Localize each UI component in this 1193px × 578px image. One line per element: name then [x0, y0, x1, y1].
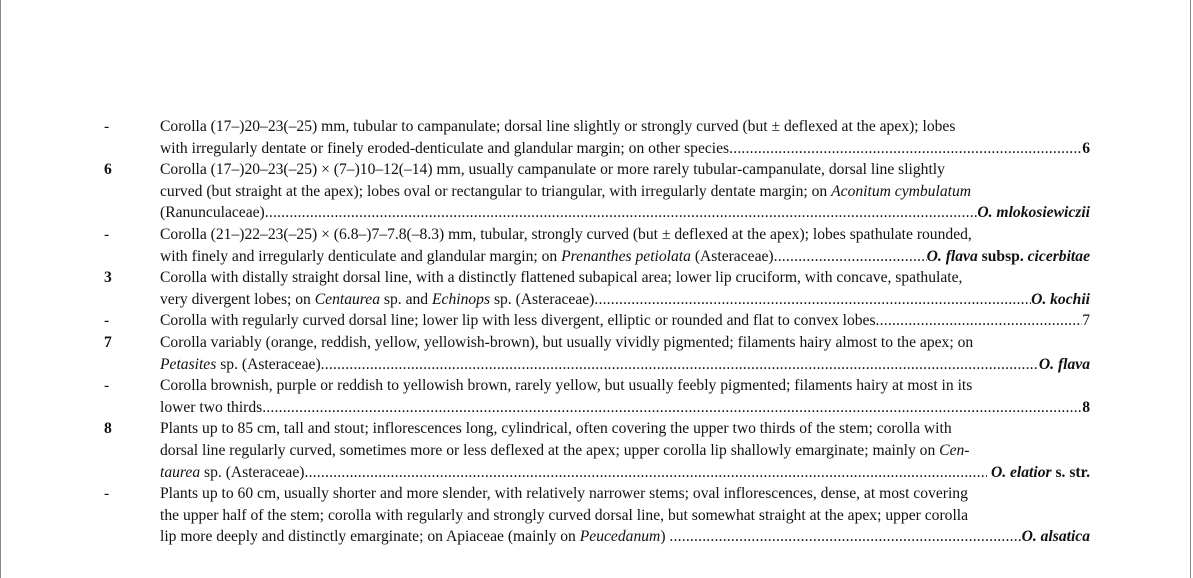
host-taxon: Centaurea — [314, 290, 381, 308]
lead-infraspecific-name: cicerbitae — [1027, 247, 1090, 265]
lead-taxon-name: O. flava — [926, 247, 978, 265]
host-taxon: Prenanthes petiolata — [561, 247, 691, 265]
text-run: curved (but straight at the apex); lobes oval or rectangular to triangular, with irregularly dentate margin; on — [160, 182, 832, 200]
key-couplet — [0, 483, 1193, 548]
couplet-last-line — [160, 526, 1090, 548]
leader-dots — [876, 310, 1083, 332]
couplet-last-line — [160, 462, 1090, 484]
couplet-line — [160, 289, 594, 311]
host-taxon: Aconitum cymbulatum — [831, 182, 972, 200]
couplet-number: - — [104, 377, 110, 395]
leader-dots — [729, 138, 1082, 160]
identification-key — [0, 116, 1193, 548]
couplet-text — [160, 418, 1090, 483]
couplet-text — [160, 375, 1090, 418]
couplet-line: Corolla (21–)22–23(–25) × (6.8–)7–7.8(–8.3) mm, tubular, strongly curved (but ± deflexed at the apex); lobes spathulate rounded, — [160, 225, 972, 243]
couplet-number: 8 — [104, 420, 112, 438]
couplet-text — [160, 483, 1090, 548]
host-taxon: Echinops — [432, 290, 491, 308]
text-run: very divergent lobes; on — [160, 290, 315, 308]
couplet-number: 3 — [104, 269, 112, 287]
leader-dots — [265, 202, 978, 224]
couplet-line — [160, 354, 321, 376]
host-taxon: Petasites — [160, 355, 217, 373]
key-couplet — [0, 375, 1193, 418]
couplet-number: 6 — [104, 161, 112, 179]
leader-dots — [774, 246, 927, 268]
text-run: (Asteraceae) — [690, 247, 774, 265]
couplet-line: Corolla with regularly curved dorsal line; lower lip with less divergent, elliptic or rounded and flat to convex lobes — [160, 312, 876, 330]
couplet-line: Corolla variably (orange, reddish, yellow, yellowish-brown), but usually vividly pigmented; filaments hairy almost to the apex; on — [160, 333, 974, 351]
key-couplet — [0, 332, 1193, 375]
couplet-line: lower two thirds — [160, 398, 263, 416]
couplet-number: - — [104, 312, 110, 330]
lead-taxon: O. alsatica — [1021, 528, 1090, 546]
key-couplet — [0, 116, 1193, 159]
couplet-line: Corolla (17–)20–23(–25) × (7–)10–12(–14) mm, usually campanulate or more rarely tubular-campanulate, dorsal line slightly — [160, 161, 945, 179]
key-couplet — [0, 159, 1193, 224]
couplet-line — [160, 440, 1090, 462]
text-run: with finely and irregularly denticulate and glandular margin; on — [160, 247, 562, 265]
couplet-text — [160, 267, 1090, 310]
couplet-text — [160, 332, 1090, 375]
couplet-text — [160, 159, 1090, 224]
text-run: sp. (Asteraceae) — [216, 355, 321, 373]
lead-taxon: O. mlokosiewiczii — [977, 204, 1090, 222]
text-run: sp. (Asteraceae) — [200, 463, 305, 481]
lead-rank: subsp. — [977, 247, 1028, 265]
key-couplet — [0, 224, 1193, 267]
couplet-last-line — [160, 289, 1090, 311]
lead-taxon — [927, 246, 1090, 268]
couplet-line: (Ranunculaceae) — [160, 204, 265, 222]
couplet-line: the upper half of the stem; corolla with regularly and strongly curved dorsal line, but somewhat straight at the apex; upper corolla — [160, 506, 969, 524]
couplet-line — [160, 526, 669, 548]
couplet-line: Corolla brownish, purple or reddish to yellowish brown, rarely yellow, but usually feebly pigmented; filaments hairy at most in its — [160, 377, 973, 395]
couplet-text — [160, 310, 1090, 332]
couplet-last-line — [160, 354, 1090, 376]
couplet-number: - — [104, 118, 110, 135]
text-run: sp. and — [380, 290, 432, 308]
couplet-text — [160, 116, 1090, 159]
couplet-line — [160, 246, 774, 268]
leader-dots — [594, 289, 1031, 311]
leader-dots — [669, 526, 1021, 548]
key-couplet — [0, 418, 1193, 483]
text-run: dorsal line regularly curved, sometimes more or less deflexed at the apex; upper corolla lip shallowly emarginate; mainly on — [160, 441, 940, 459]
couplet-line: Plants up to 85 cm, tall and stout; inflorescences long, cylindrical, often covering the upper two thirds of the stem; corolla with — [160, 420, 952, 438]
lead-to-number: 8 — [1082, 398, 1090, 416]
host-taxon: Cen- — [939, 441, 970, 459]
key-couplet — [0, 267, 1193, 310]
couplet-last-line — [160, 310, 1090, 332]
couplet-last-line — [160, 397, 1090, 419]
text-run: sp. (Asteraceae) — [490, 290, 595, 308]
couplet-number: - — [104, 485, 110, 503]
couplet-text — [160, 224, 1090, 267]
couplet-line: with irregularly dentate or finely eroded-denticulate and glandular margin; on other species — [160, 139, 730, 157]
couplet-number: - — [104, 225, 110, 243]
leader-dots — [262, 397, 1082, 419]
couplet-last-line — [160, 246, 1090, 268]
couplet-last-line — [160, 202, 1090, 224]
couplet-line — [160, 181, 1090, 203]
couplet-line: Corolla with distally straight dorsal line, with a distinctly flattened subapical area; lower lip cruciform, with concave, spathulate, — [160, 269, 963, 287]
lead-taxon: O. kochii — [1031, 290, 1090, 308]
key-couplet — [0, 310, 1193, 332]
leader-dots — [304, 462, 987, 484]
lead-to-number: 6 — [1082, 139, 1090, 157]
lead-taxon: O. flava — [1038, 355, 1090, 373]
lead-rank: s. str. — [1051, 463, 1090, 481]
host-taxon: Peucedanum — [579, 528, 661, 546]
lead-taxon — [987, 462, 1090, 484]
text-run: ) — [660, 528, 666, 546]
lead-to-number: 7 — [1082, 312, 1090, 330]
lead-taxon-name: O. elatior — [990, 463, 1052, 481]
couplet-line: Plants up to 60 cm, usually shorter and more slender, with relatively narrower stems; oval inflorescences, dense, at most covering — [160, 485, 968, 503]
leader-dots — [321, 354, 1039, 376]
couplet-line: Corolla (17–)20–23(–25) mm, tubular to campanulate; dorsal line slightly or strongly curved (but ± deflexed at the apex); lobes — [160, 118, 956, 135]
host-taxon: taurea — [160, 463, 201, 481]
couplet-line — [160, 462, 304, 484]
couplet-last-line — [160, 138, 1090, 160]
couplet-number: 7 — [104, 333, 112, 351]
text-run: lip more deeply and distinctly emarginate; on Apiaceae (mainly on — [160, 528, 580, 546]
